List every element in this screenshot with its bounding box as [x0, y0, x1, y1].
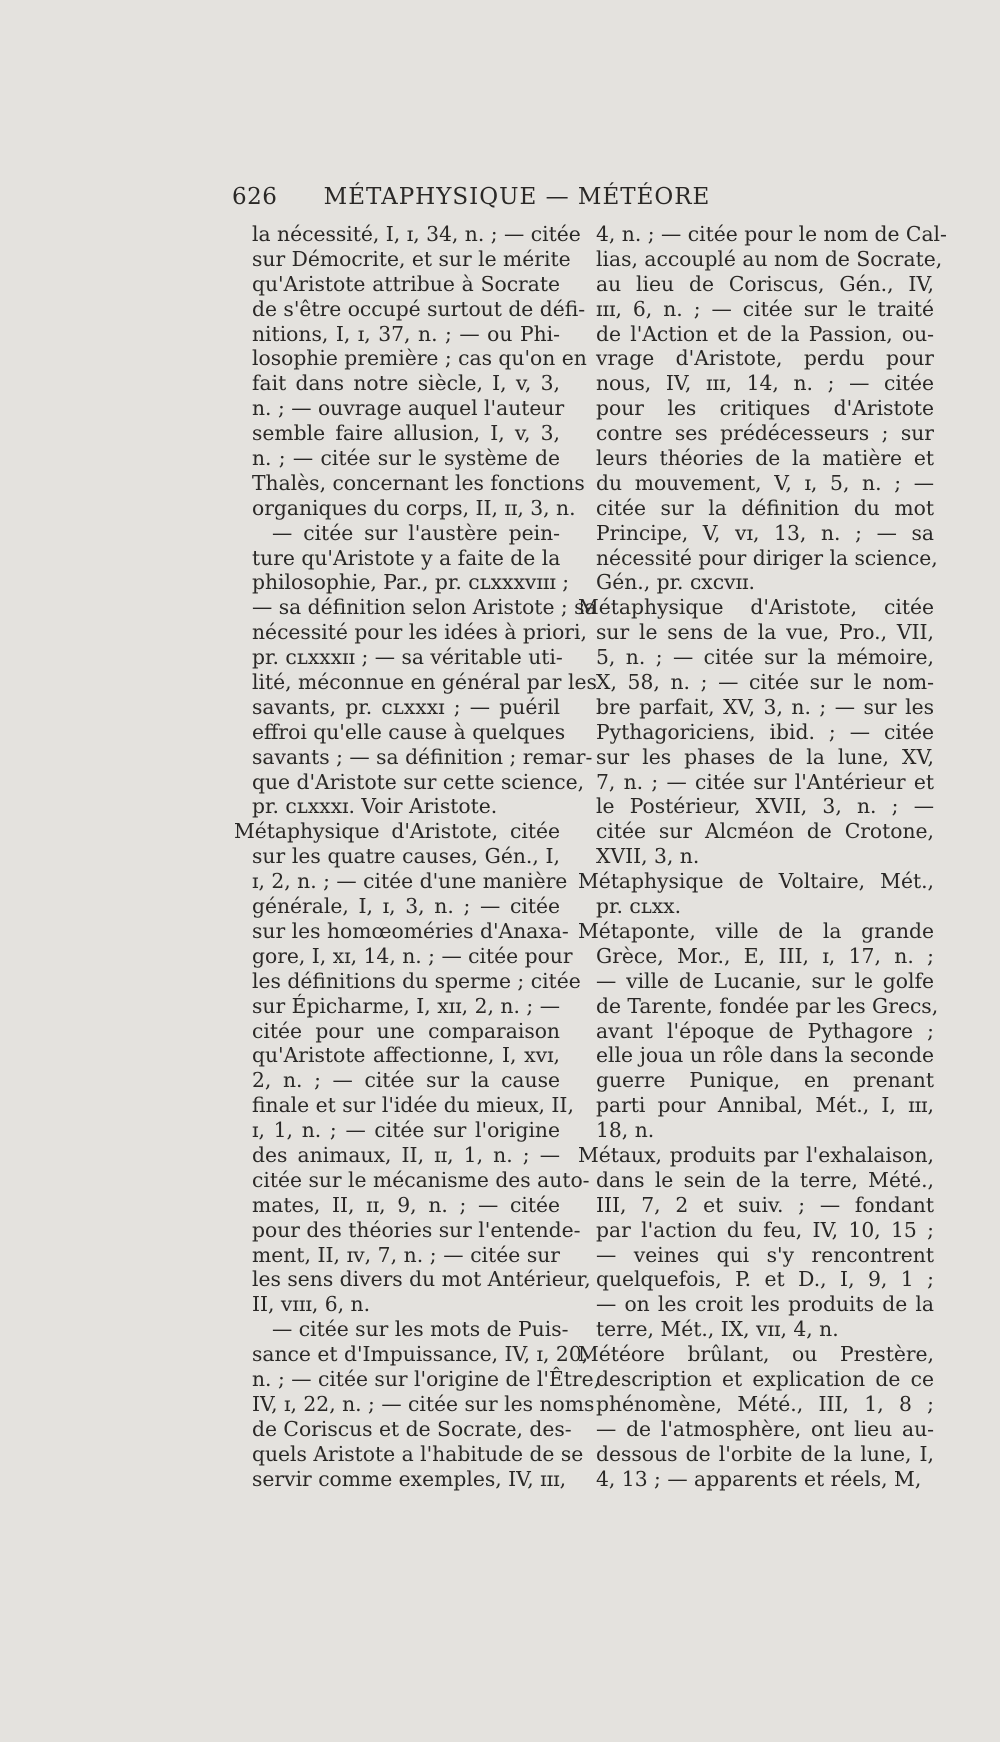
text-line: citée sur le mécanisme des auto- — [252, 1167, 590, 1192]
text-line: — citée sur les mots de Puis- — [272, 1317, 569, 1342]
text-line: Métaphysique d'Aristote, citée — [234, 819, 560, 844]
text-line: gore, I, xɪ, 14, n. ; — citée pour — [252, 943, 573, 968]
text-line: lité, méconnue en général par les — [252, 670, 597, 695]
text-line: générale, I, ɪ, 3, n. ; — citée — [252, 894, 560, 919]
text-line: — citée sur l'austère pein- — [272, 520, 560, 545]
text-line: de s'être occupé surtout de défi- — [252, 296, 586, 321]
text-line: au lieu de Coriscus, Gén., IV, — [596, 271, 934, 296]
text-line: II, ᴠɪɪɪ, 6, n. — [252, 1292, 371, 1317]
text-line: quels Aristote a l'habitude de se — [252, 1441, 584, 1466]
text-line: nitions, I, ɪ, 37, n. ; — ou Phi- — [252, 321, 560, 346]
text-line: ment, II, ɪᴠ, 7, n. ; — citée sur — [252, 1242, 560, 1267]
text-line: effroi qu'elle cause à quelques — [252, 719, 566, 744]
text-line: bre parfait, XV, 3, n. ; — sur les — [596, 694, 934, 719]
text-line: ɪɪɪ, 6, n. ; — citée sur le traité — [596, 296, 934, 321]
text-line: avant l'époque de Pythagore ; — [596, 1018, 934, 1043]
text-line: 7, n. ; — citée sur l'Antérieur et — [596, 769, 934, 794]
text-line: n. ; — citée sur l'origine de l'Être, — [252, 1366, 601, 1391]
text-line: savants, pr. ᴄʟxxxɪ ; — puéril — [252, 694, 560, 719]
text-line: 18, n. — [596, 1118, 655, 1143]
text-line: guerre Punique, en prenant — [596, 1068, 934, 1093]
text-line: Métaponte, ville de la grande — [578, 918, 934, 943]
right-text-column — [578, 222, 947, 1491]
text-line: pour les critiques d'Aristote — [596, 396, 934, 421]
text-line: Météore brûlant, ou Prestère, — [578, 1342, 934, 1367]
text-line: ɪ, 2, n. ; — citée d'une manière — [252, 869, 568, 894]
text-line: sur les quatre causes, Gén., I, — [252, 844, 560, 869]
text-line: lias, accouplé au nom de Socrate, — [596, 246, 943, 271]
text-line: XVII, 3, n. — [596, 844, 700, 869]
text-line: — sa définition selon Aristote ; sa — [252, 595, 597, 620]
text-line: n. ; — ouvrage auquel l'auteur — [252, 396, 565, 421]
text-line: sur Épicharme, I, xɪɪ, 2, n. ; — — [252, 993, 560, 1018]
text-line: elle joua un rôle dans la seconde — [596, 1043, 934, 1068]
text-line: dessous de l'orbite de la lune, I, — [596, 1441, 934, 1466]
text-line: Métaphysique de Voltaire, Mét., — [578, 869, 934, 894]
text-line: — ville de Lucanie, sur le golfe — [596, 968, 934, 993]
text-line: 4, n. ; — citée pour le nom de Cal- — [596, 222, 947, 246]
text-line: servir comme exemples, IV, ɪɪɪ, — [252, 1466, 567, 1491]
text-line: quelquefois, P. et D., I, 9, 1 ; — [596, 1267, 934, 1292]
text-line: citée pour une comparaison — [252, 1018, 560, 1043]
text-line: les définitions du sperme ; citée — [252, 968, 581, 993]
text-line: les sens divers du mot Antérieur, — [252, 1267, 591, 1292]
text-line: la nécessité, I, ɪ, 34, n. ; — citée — [252, 222, 581, 246]
left-text-column — [234, 222, 601, 1491]
text-line: Métaphysique d'Aristote, citée — [578, 595, 934, 620]
text-line: ture qu'Aristote y a faite de la — [252, 545, 561, 570]
text-line: 4, 13 ; — apparents et réels, M, — [596, 1466, 922, 1491]
page-number: 626 — [232, 184, 278, 210]
page-header — [232, 184, 762, 218]
text-line: qu'Aristote affectionne, I, xᴠɪ, — [252, 1043, 560, 1068]
text-line: Principe, V, ᴠɪ, 13, n. ; — sa — [596, 520, 934, 545]
text-line: n. ; — citée sur le système de — [252, 446, 560, 471]
text-line: contre ses prédécesseurs ; sur — [596, 421, 934, 446]
text-line: des animaux, II, ɪɪ, 1, n. ; — — [252, 1142, 560, 1167]
text-line: 5, n. ; — citée sur la mémoire, — [596, 645, 934, 670]
text-line: X, 58, n. ; — citée sur le nom- — [596, 670, 934, 695]
text-line: de l'Action et de la Passion, ou- — [596, 321, 934, 346]
text-line: nécessité pour diriger la science, — [596, 545, 938, 570]
text-line: — on les croit les produits de la — [596, 1292, 934, 1317]
text-line: nécessité pour les idées à priori, — [252, 620, 587, 645]
text-line: pr. ᴄʟxx. — [596, 894, 682, 919]
text-line: parti pour Annibal, Mét., I, ɪɪɪ, — [596, 1093, 934, 1118]
text-line: Métaux, produits par l'exhalaison, — [578, 1142, 934, 1167]
running-title: MÉTAPHYSIQUE — MÉTÉORE — [323, 184, 711, 210]
text-line: savants ; — sa définition ; remar- — [252, 744, 593, 769]
text-line: Grèce, Mor., E, III, ɪ, 17, n. ; — [596, 943, 934, 968]
text-line: leurs théories de la matière et — [596, 446, 934, 471]
text-line: de Tarente, fondée par les Grecs, — [596, 993, 939, 1018]
text-line: description et explication de ce — [596, 1366, 934, 1391]
text-line: nous, IV, ɪɪɪ, 14, n. ; — citée — [596, 371, 934, 396]
text-line: philosophie, Par., pr. ᴄʟxxxᴠɪɪɪ ; — [252, 570, 570, 595]
text-line: sur les phases de la lune, XV, — [596, 744, 934, 769]
text-line: finale et sur l'idée du mieux, II, — [252, 1093, 574, 1118]
text-line: organiques du corps, II, ɪɪ, 3, n. — [252, 495, 576, 520]
text-line: pr. ᴄʟxxxɪɪ ; — sa véritable uti- — [252, 645, 563, 670]
text-line: pour des théories sur l'entende- — [252, 1217, 581, 1242]
text-line: losophie première ; cas qu'on en — [252, 346, 587, 371]
text-line: terre, Mét., IX, ᴠɪɪ, 4, n. — [596, 1317, 839, 1342]
text-line: citée sur la définition du mot — [596, 495, 934, 520]
text-line: dans le sein de la terre, Mété., — [596, 1167, 934, 1192]
text-line: III, 7, 2 et suiv. ; — fondant — [596, 1192, 934, 1217]
text-line: Thalès, concernant les fonctions — [252, 470, 585, 495]
text-line: du mouvement, V, ɪ, 5, n. ; — — [596, 470, 934, 495]
text-line: pr. ᴄʟxxxɪ. Voir Aristote. — [252, 794, 498, 819]
text-line: phénomène, Mété., III, 1, 8 ; — [596, 1391, 934, 1416]
text-line: par l'action du feu, IV, 10, 15 ; — [596, 1217, 934, 1242]
text-line: qu'Aristote attribue à Socrate — [252, 271, 560, 296]
text-line: sur le sens de la vue, Pro., VII, — [596, 620, 934, 645]
text-line: sance et d'Impuissance, IV, ɪ, 20, — [252, 1342, 589, 1367]
text-line: de Coriscus et de Socrate, des- — [252, 1416, 572, 1441]
text-line: semble faire allusion, I, v, 3, — [252, 421, 560, 446]
text-line: Pythagoriciens, ibid. ; — citée — [596, 719, 934, 744]
text-line: citée sur Alcméon de Crotone, — [596, 819, 934, 844]
text-line: vrage d'Aristote, perdu pour — [596, 346, 934, 371]
text-line: le Postérieur, XVII, 3, n. ; — — [596, 794, 934, 819]
text-line: — veines qui s'y rencontrent — [596, 1242, 934, 1267]
text-line: sur Démocrite, et sur le mérite — [252, 246, 571, 271]
text-line: ɪ, 1, n. ; — citée sur l'origine — [252, 1118, 560, 1143]
text-line: IV, ɪ, 22, n. ; — citée sur les noms — [252, 1391, 595, 1416]
text-line: fait dans notre siècle, I, v, 3, — [252, 371, 560, 396]
text-line: que d'Aristote sur cette science, — [252, 769, 585, 794]
text-line: sur les homœoméries d'Anaxa- — [252, 918, 569, 943]
text-line: mates, II, ɪɪ, 9, n. ; — citée — [252, 1192, 560, 1217]
text-line: 2, n. ; — citée sur la cause — [252, 1068, 560, 1093]
text-line: — de l'atmosphère, ont lieu au- — [596, 1416, 934, 1441]
text-line: Gén., pr. ᴄxᴄᴠɪɪ. — [596, 570, 755, 595]
